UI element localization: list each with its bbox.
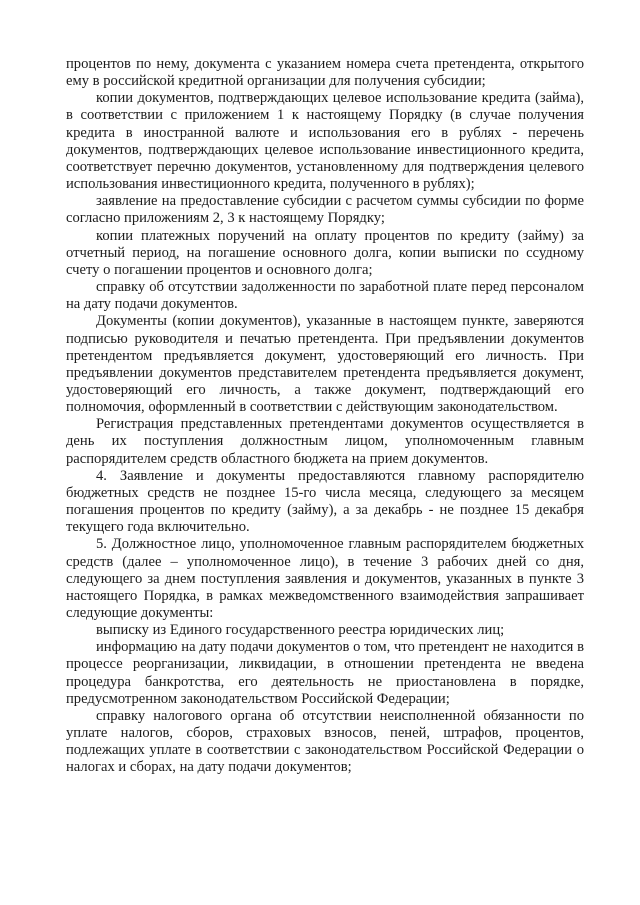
paragraph-p01: процентов по нему, документа с указанием номера счета претендента, открытого ему в российской кредитной организации для получения субсидии; <box>66 56 584 90</box>
paragraph-p11: информацию на дату подачи документов о том, что претендент не находится в процессе реорганизации, ликвидации, в отношении претендента не введена процедура банкротства, его деятельность не приостановлена в порядке, предусмотренном законодательством Российской Федерации; <box>66 639 584 707</box>
paragraph-p12: справку налогового органа об отсутствии неисполненной обязанности по уплате налогов, сборов, страховых взносов, пеней, штрафов, процентов, подлежащих уплате в соответствии с законодательством Российской Федерации о налогах и сборах, на дату подачи документов; <box>66 707 584 776</box>
paragraph-p03: заявление на предоставление субсидии с расчетом суммы субсидии по форме согласно приложениям 2, 3 к настоящему Порядку; <box>66 193 584 227</box>
paragraph-p06: Документы (копии документов), указанные в настоящем пункте, заверяются подписью руководителя и печатью претендента. При предъявлении документов претендентом предъявляется документ, удостоверяющий его личность. При предъявлении документов представителем претендента предъявляется документ, удостоверяющий его личность, а также документ, подтверждающий его полномочия, оформленный в соответствии с действующим законодательством. <box>66 313 584 416</box>
paragraph-p05: справку об отсутствии задолженности по заработной плате перед персоналом на дату подачи документов. <box>66 279 584 313</box>
paragraph-p07: Регистрация представленных претендентами документов осуществляется в день их поступления должностным лицом, уполномоченным главным распорядителем средств областного бюджета на прием документов. <box>66 416 584 467</box>
document-body <box>66 56 584 777</box>
paragraph-p08: 4. Заявление и документы предоставляются главному распорядителю бюджетных средств не позднее 15-го числа месяца, следующего за месяцем погашения процентов по кредиту (займу), а за декабрь - не позднее 15 декабря текущего года включительно. <box>66 467 584 536</box>
paragraph-p09: 5. Должностное лицо, уполномоченное главным распорядителем бюджетных средств (далее – уполномоченное лицо), в течение 3 рабочих дней со дня, следующего за днем поступления заявления и документов, указанных в пункте 3 настоящего Порядка, в рамках межведомственного взаимодействия запрашивает следующие документы: <box>66 536 584 621</box>
paragraph-p04: копии платежных поручений на оплату процентов по кредиту (займу) за отчетный период, на погашение основного долга, копии выписки по ссудному счету о погашении процентов и основного долга; <box>66 227 584 278</box>
paragraph-p10: выписку из Единого государственного реестра юридических лиц; <box>96 622 505 639</box>
paragraph-p02: копии документов, подтверждающих целевое использование кредита (займа), в соответствии с приложением 1 к настоящему Порядку (в случае получения кредита в иностранной валюте и использования его в рублях - перечень документов, подтверждающих целевое использование инвестиционного кредита, соответствует перечню документов, установленному для подтверждения целевого использования инвестиционного кредита, полученного в рублях); <box>66 90 584 193</box>
